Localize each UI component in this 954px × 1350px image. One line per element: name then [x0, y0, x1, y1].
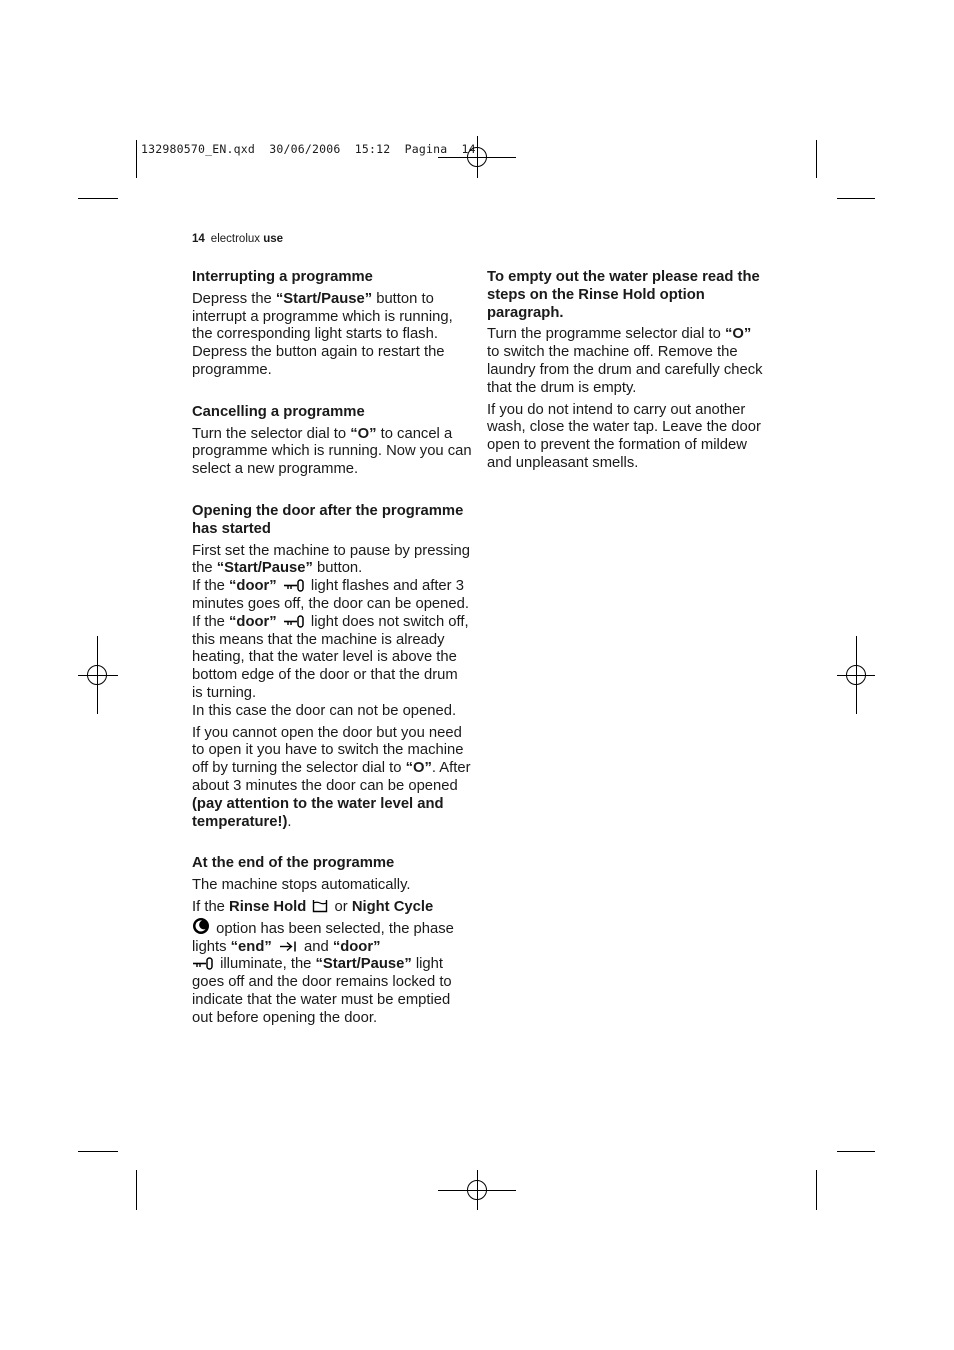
night-cycle-icon: [192, 917, 210, 935]
crop-mark: [816, 1170, 817, 1210]
page-number: 14: [192, 233, 205, 245]
running-header: [192, 233, 283, 245]
registration-mark: [467, 1180, 487, 1200]
heading-empty-water: To empty out the water please read the steps on the Rinse Hold option paragraph.: [487, 269, 760, 321]
paragraph-end-stops: The machine stops automatically.: [192, 877, 411, 894]
heading-interrupting: Interrupting a programme: [192, 269, 373, 285]
heading-end-of-programme: At the end of the programme: [192, 855, 395, 872]
heading-opening-door: Opening the door after the programme has started: [192, 502, 464, 537]
left-column: [192, 269, 472, 1031]
registration-mark: [846, 665, 866, 685]
rinse-hold-icon: [312, 899, 328, 913]
paragraph-water-tap: If you do not intend to carry out another wash, close the water tap. Leave the door open to prevent the formation of mildew and unpleasant smells.: [487, 401, 761, 471]
brand-name: electrolux: [210, 233, 261, 245]
registration-mark: [467, 147, 487, 167]
end-arrow-icon: [278, 940, 298, 953]
section-name: use: [263, 233, 284, 245]
door-lock-icon: [192, 957, 214, 970]
paragraph-interrupting: Depress the “Start/Pause” button to interrupt a programme which is running, the corresponding light starts to flash. Depress the button again to restart the programme.: [192, 290, 453, 378]
crop-mark: [78, 198, 118, 199]
crop-mark: [837, 1151, 875, 1152]
door-lock-icon: [283, 615, 305, 628]
paragraph-opening-door-warning: If you cannot open the door but you need to open it you have to switch the machine off by turning the selector dial to “O”. After about 3 minutes the door can be opened (pay attention to the water level and temperature!).: [192, 724, 471, 830]
crop-mark: [136, 140, 137, 178]
heading-cancelling: Cancelling a programme: [192, 403, 365, 420]
print-slug: 132980570_EN.qxd 30/06/2006 15:12 Pagina 14: [141, 142, 476, 156]
paragraph-opening-door: First set the machine to pause by pressing the “Start/Pause” button. If the “door” light flashes and after 3 minutes goes off, the door can be opened. If the “door” light does not switch off, this means that the machine is already heating, that the water level is above the bottom edge of the door or that the drum is turning. In this case the door can not be opened.: [192, 542, 470, 719]
crop-mark: [837, 198, 875, 199]
paragraph-empty-water: Turn the programme selector dial to “O” to switch the machine off. Remove the laundry from the drum and carefully check that the drum is empty.: [487, 326, 763, 396]
registration-mark: [87, 665, 107, 685]
crop-mark: [136, 1170, 137, 1210]
paragraph-cancelling: Turn the selector dial to “O” to cancel a programme which is running. Now you can select a new programme.: [192, 425, 472, 478]
crop-mark: [78, 1151, 118, 1152]
right-column: [487, 269, 767, 477]
crop-mark: [816, 140, 817, 178]
door-lock-icon: [283, 579, 305, 592]
paragraph-end-options: If the Rinse Hold or Night Cycle option has been selected, the phase lights “end” and “door” illuminate, the “Start/Pause” light goes off and the door remains locked to indicate that the water must be emptied out before opening the door.: [192, 898, 454, 1026]
